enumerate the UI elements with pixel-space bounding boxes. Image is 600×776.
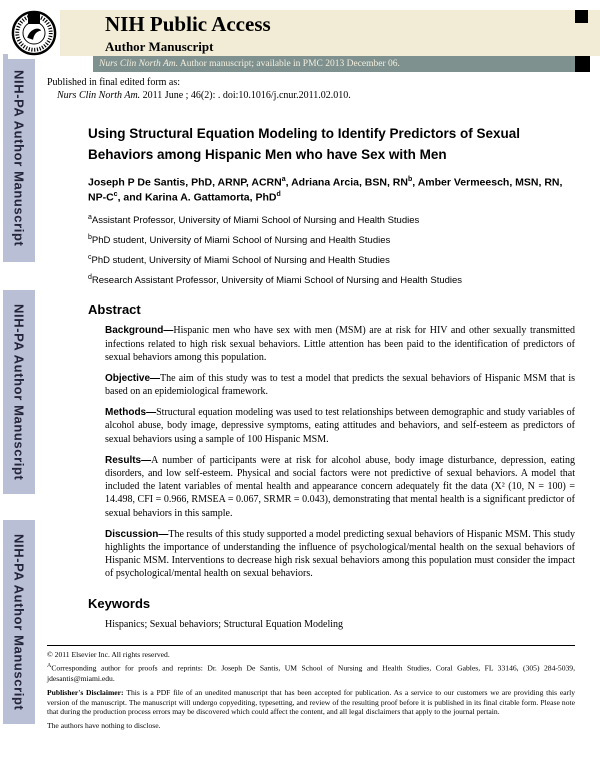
abstract-section-label: Methods— <box>105 407 157 419</box>
abstract-section-text: The aim of this study was to test a model that predicts the sexual behaviors of Hispanic MSM that is based on an epidemiological framework. <box>105 372 575 398</box>
keywords-heading: Keywords <box>88 595 151 611</box>
sidebar-watermark-2 <box>3 290 35 494</box>
document-body <box>47 76 575 735</box>
affiliation-marker: c <box>88 254 92 262</box>
banner-citation-bar <box>93 56 575 72</box>
author-name: , Amber Vermeesch, MSN, RN, NP-C <box>88 176 563 204</box>
registration-mark-top-right <box>575 10 588 23</box>
abstract-section-text: A number of participants were at risk for alcohol abuse, body image disturbance, depression, eating disorders, and low self-esteem. Physical and social factors were not predictive of sexual behaviors. A model that included the latent variables of mental health and appearance concern adequately fit the data (X² (10, N = 100) = 14.498, CFI = 0.966, RMSEA = 0.067, SRMR = 0.043), demonstrating that mental health is a significant predictor of sexual behaviors in this sample. <box>105 454 575 519</box>
abstract-results <box>105 454 575 520</box>
affiliation-text: PhD student, University of Miami School of Nursing and Health Studies <box>91 235 391 247</box>
disclaimer-label: Publisher's Disclaimer: <box>47 687 127 697</box>
affiliation-b <box>88 234 575 247</box>
abstract-heading: Abstract <box>88 302 141 318</box>
author-list <box>88 175 575 205</box>
corresponding-author-note <box>47 663 575 683</box>
abstract-background <box>105 324 575 364</box>
em-dash: — <box>163 325 174 337</box>
em-dash: — <box>141 454 152 466</box>
abstract-section-text: Hispanic men who have sex with men (MSM) are at risk for HIV and other sexually transmitted infections related to high risk sexual behaviors. Little attention has been paid to the identification of predictors of sexual behaviors among this population. <box>105 325 575 363</box>
abstract-section-label: Results— <box>105 454 152 466</box>
affiliation-text: Research Assistant Professor, University of Miami School of Nursing and Health Studies <box>91 275 463 287</box>
affiliation-a <box>88 214 575 227</box>
publishers-disclaimer <box>47 688 575 718</box>
copyright-note: © 2011 Elsevier Inc. All rights reserved. <box>47 649 170 659</box>
abstract-section-label: Discussion— <box>105 528 169 540</box>
affiliation-marker: a <box>88 214 92 222</box>
author-affiliation-marker: d <box>276 191 281 199</box>
affiliation-marker: b <box>88 234 92 242</box>
published-citation <box>57 89 575 102</box>
disclaimer-text: This is a PDF file of an unedited manuscript that has been accepted for publication. As a service to our customers we are providing this early version of the manuscript. The manuscript will undergo copyediting, typesetting, and review of the resulting proof before it is published in its final citable form. Please note that during the production process errors may be discovered which could affect the content, and all legal disclaimers that apply to the journal pertain. <box>47 687 575 717</box>
affiliation-list <box>88 214 575 287</box>
affiliation-text: PhD student, University of Miami School of Nursing and Health Studies <box>91 255 390 267</box>
abstract-section-text: Structural equation modeling was used to test relationships between demographic and study variables of alcohol abuse, body image, depressive symptoms, eating attitudes and behaviors, and self-esteem as predictors of sexual behaviors using a sample of 100 Hispanic MSM. <box>105 407 575 445</box>
author-name: , Adriana Arcia, BSN, RN <box>285 176 408 189</box>
published-journal: Nurs Clin North Am. <box>57 90 141 101</box>
author-affiliation-marker: b <box>407 175 413 183</box>
em-dash: — <box>158 528 169 540</box>
abstract-section-label: Background— <box>105 325 174 337</box>
citation-bar-end-mark <box>575 56 590 72</box>
corresponding-text: Corresponding author for proofs and reprints: Dr. Joseph De Santis, UM School of Nursing and Health Studies, Coral Gables, FL 33146, (305) 284-5039, jdesantis@miami.edu. <box>47 663 575 683</box>
banner-subtitle: Author Manuscript <box>105 39 214 54</box>
footnote-divider <box>47 645 575 646</box>
em-dash: — <box>150 372 161 384</box>
published-citation-rest: 2011 June ; 46(2): . doi:10.1016/j.cnur.2011.02.010. <box>140 90 351 101</box>
published-lead: Published in final edited form as: <box>47 77 181 88</box>
abstract-methods <box>105 406 575 446</box>
banner-citation-journal: Nurs Clin North Am. <box>99 59 179 69</box>
footnotes <box>47 645 575 732</box>
registration-mark-top-left <box>28 12 40 24</box>
affiliation-text: Assistant Professor, University of Miami School of Nursing and Health Studies <box>91 215 420 227</box>
article-title: Using Structural Equation Modeling to Identify Predictors of Sexual Behaviors among Hispanic Men who have Sex with Men <box>88 126 521 162</box>
author-affiliation-marker: c <box>113 191 118 199</box>
abstract-section-text: The results of this study supported a model predicting sexual behaviors of Hispanic MSM. This study highlights the importance of understanding the influence of psychological/mental health on the sexual behaviors of Hispanic MSM. Interventions to decrease high risk sexual behaviors among this population must consider the impact of psychological/mental health on sexual behaviors. <box>105 528 575 580</box>
affiliation-c <box>88 254 575 267</box>
sidebar-watermark-label: NIH-PA Author Manuscript <box>11 69 27 247</box>
corresponding-marker: A <box>47 663 52 670</box>
abstract-discussion <box>105 528 575 581</box>
author-affiliation-marker: a <box>281 175 286 183</box>
sidebar-watermark-1 <box>3 54 35 262</box>
author-name: , and Karina A. Gattamorta, PhD <box>117 191 277 204</box>
keywords-text: Hispanics; Sexual behaviors; Structural Equation Modeling <box>105 618 344 630</box>
em-dash: — <box>146 407 157 419</box>
banner-citation-rest: Author manuscript; available in PMC 2013 December 06. <box>178 59 400 69</box>
sidebar-watermark-3 <box>3 520 35 724</box>
abstract-objective <box>105 372 575 398</box>
sidebar-watermark-label: NIH-PA Author Manuscript <box>11 303 27 481</box>
disclosure-note: The authors have nothing to disclose. <box>47 721 161 731</box>
abstract-section-label: Objective— <box>105 372 161 384</box>
sidebar-watermark-label: NIH-PA Author Manuscript <box>11 533 27 711</box>
affiliation-marker: d <box>88 274 92 282</box>
author-name: Joseph P De Santis, PhD, ARNP, ACRN <box>88 176 282 189</box>
banner-title: NIH Public Access <box>105 12 271 36</box>
affiliation-d <box>88 274 575 287</box>
